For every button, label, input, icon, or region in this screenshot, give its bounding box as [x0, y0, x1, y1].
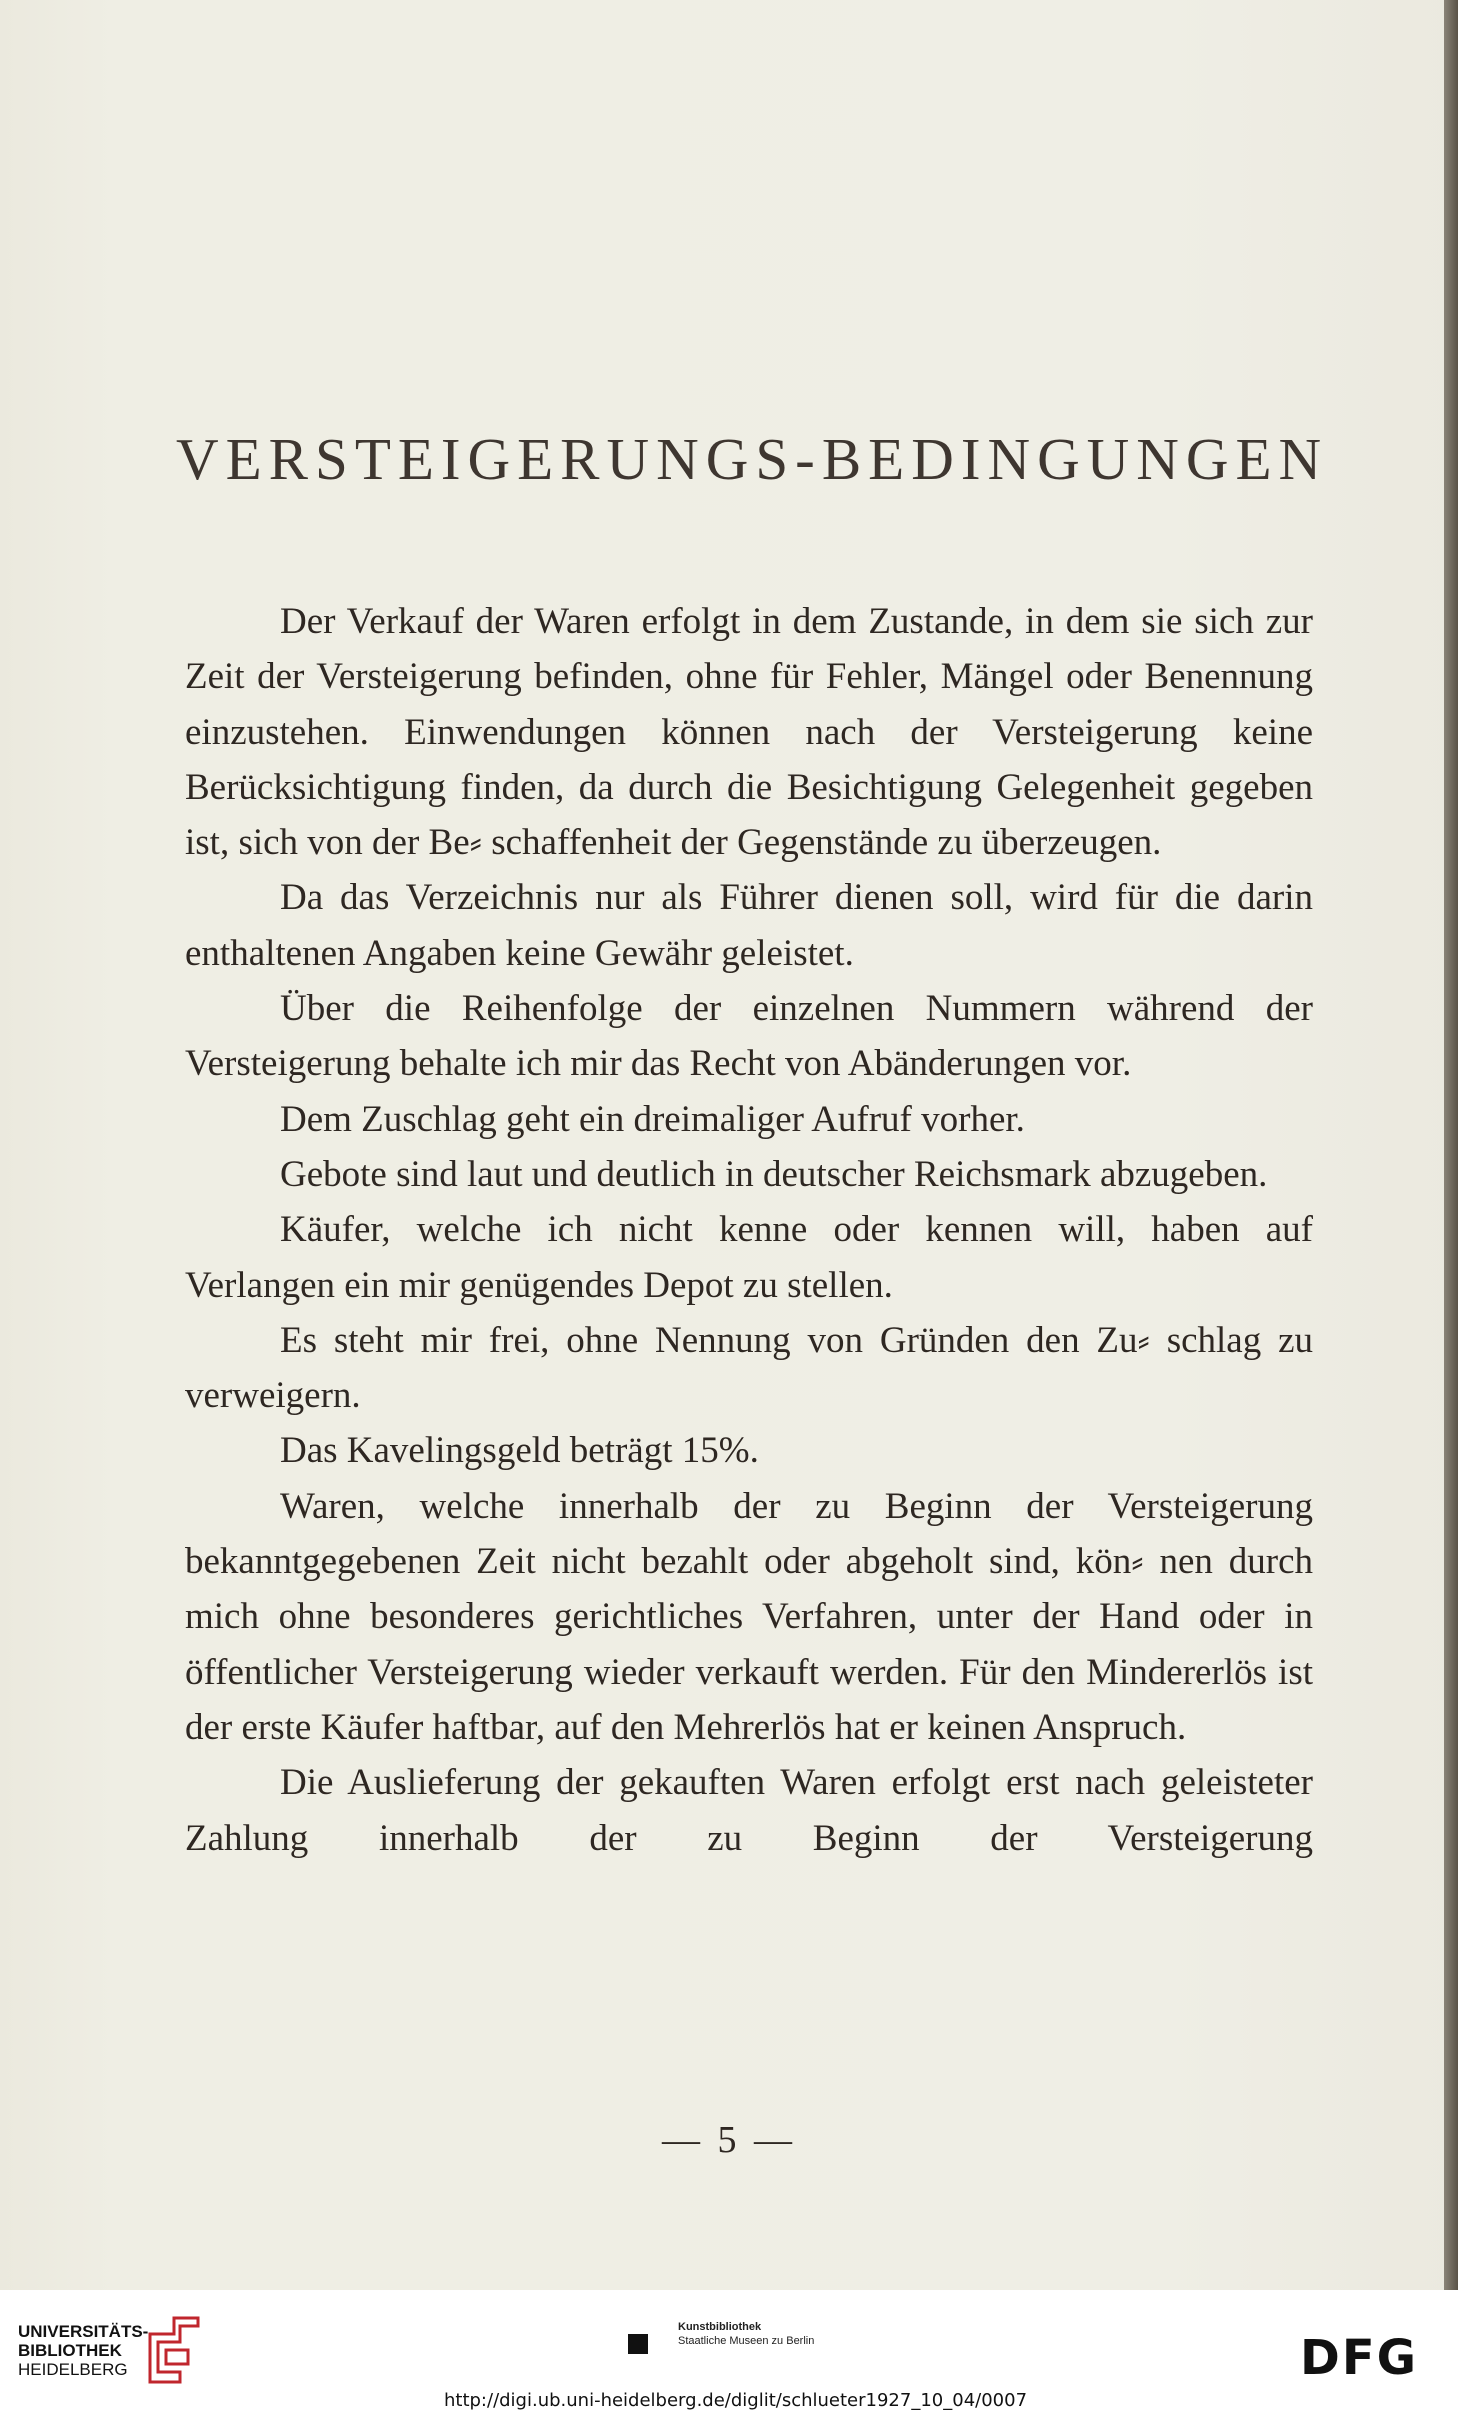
page-edge-shadow	[1444, 0, 1458, 2290]
paragraph: Käufer, welche ich nicht kenne oder kennen will, haben auf Verlangen ein mir genügendes Depot zu stellen.	[185, 1209, 1313, 1306]
ub-red-mark-icon	[140, 2312, 204, 2386]
ub-logo-line2: BIBLIOTHEK	[18, 2341, 122, 2360]
university-library-logo[interactable]	[18, 2322, 148, 2379]
paragraph: Da das Verzeichnis nur als Führer dienen soll, wird für die darin enthaltenen Angaben keine Gewähr geleistet.	[185, 877, 1313, 974]
paragraph: Gebote sind laut und deutlich in deutscher Reichsmark abzugeben.	[280, 1153, 1268, 1195]
paragraph: Waren, welche innerhalb der zu Beginn der Versteigerung bekanntgegebenen Zeit nicht bezahlt oder abgeholt sind, kön⸗ nen durch mich ohne besonderes gerichtliches Verfahren, unter der Hand oder in öffentlicher Versteigerung wieder verkauft werden. Für den Mindererlös ist der erste Käufer haftbar, auf den Mehrerlös hat er keinen Anspruch.	[185, 1485, 1313, 1748]
kb-logo-title: Kunstbibliothek	[678, 2321, 762, 2333]
source-url-link[interactable]: http://digi.ub.uni-heidelberg.de/diglit/schlueter1927_10_04/0007	[443, 2390, 1028, 2411]
body-text	[185, 594, 1313, 1866]
paragraph: Dem Zuschlag geht ein dreimaliger Aufruf vorher.	[280, 1098, 1025, 1140]
paragraph: Die Auslieferung der gekauften Waren erfolgt erst nach geleisteter Zahlung innerhalb der zu Beginn der Versteigerung	[185, 1762, 1313, 1859]
kb-mark-icon	[628, 2334, 648, 2354]
paragraph: Es steht mir frei, ohne Nennung von Gründen den Zu⸗ schlag zu verweigern.	[185, 1319, 1313, 1417]
paragraph: Der Verkauf der Waren erfolgt in dem Zustande, in dem sie sich zur Zeit der Versteigerung befinden, ohne für Fehler, Mängel oder Benennung einzustehen. Einwendungen können nach der Versteigerung keine Berücksichtigung finden, da durch die Besichtigung Gelegenheit gegeben ist, sich von der Be⸗ schaffenheit der Gegenstände zu überzeugen.	[185, 601, 1313, 864]
paragraph: Das Kavelingsgeld beträgt 15%.	[280, 1430, 759, 1472]
ub-logo-line1: UNIVERSITÄTS-	[18, 2322, 149, 2341]
kb-logo-subtitle: Staatliche Museen zu Berlin	[678, 2335, 815, 2347]
page-number: — 5 —	[662, 2119, 796, 2161]
ub-logo-line3: HEIDELBERG	[18, 2360, 128, 2379]
dfg-logo[interactable]: DFG	[1300, 2330, 1419, 2386]
paragraph: Über die Reihenfolge der einzelnen Nummern während der Versteigerung behalte ich mir das Recht von Abänderungen vor.	[185, 988, 1313, 1085]
page-heading: VERSTEIGERUNGS-BEDINGUNGEN	[176, 426, 1329, 492]
kb-logo-text	[678, 2320, 814, 2348]
